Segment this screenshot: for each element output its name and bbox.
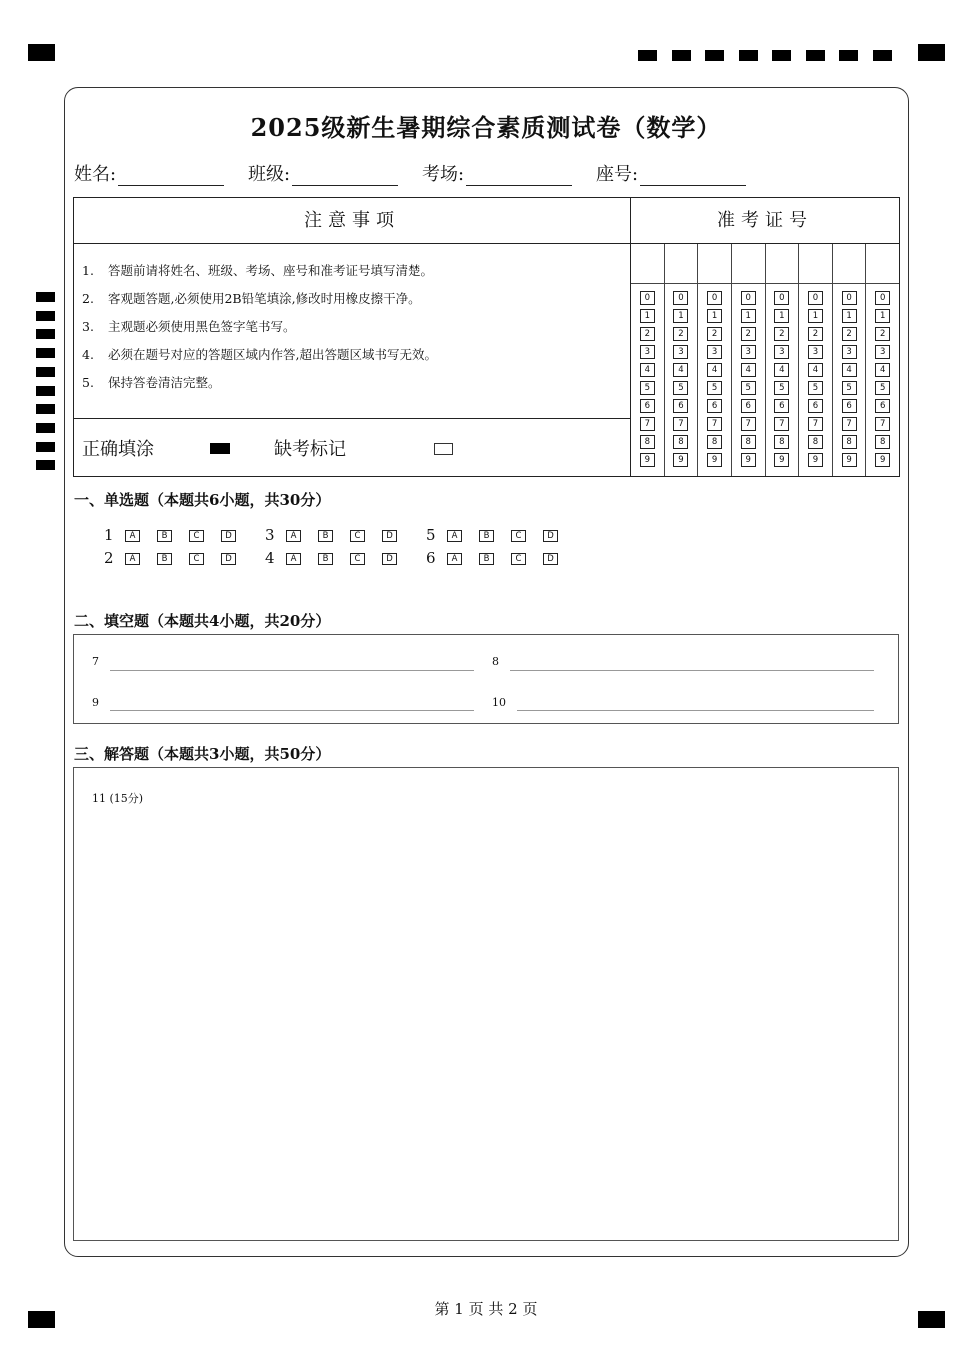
admission-digit-bubble[interactable]: 6 [875, 399, 890, 413]
admission-digit-write-cell[interactable] [799, 244, 832, 284]
corner-mark-top-left [28, 44, 55, 61]
admission-digit-bubble[interactable]: 5 [640, 381, 655, 395]
admission-column [665, 244, 699, 476]
timing-mark [36, 386, 55, 396]
correct-fill-sample [210, 443, 230, 454]
admission-digit-bubble[interactable]: 5 [842, 381, 857, 395]
notice-num: 3. [82, 319, 94, 334]
notice-item [82, 290, 630, 318]
timing-mark [36, 460, 55, 470]
admission-digit-bubble[interactable]: 8 [875, 435, 890, 449]
mc-option-bubble[interactable]: C [511, 530, 526, 542]
absent-mark-checkbox[interactable] [434, 443, 453, 455]
mc-option-bubble[interactable]: D [221, 530, 236, 542]
notice-text: 主观题必须使用黑色签字笔书写。 [108, 319, 296, 334]
name-field[interactable] [74, 160, 224, 186]
admission-digit-write-cell[interactable] [766, 244, 799, 284]
admission-column [631, 244, 665, 476]
admission-digit-bubble[interactable]: 3 [842, 345, 857, 359]
admission-digit-bubble[interactable]: 2 [875, 327, 890, 341]
admission-digit-bubble[interactable]: 5 [875, 381, 890, 395]
mc-option-bubble[interactable]: D [543, 530, 558, 542]
admission-digit-bubble[interactable]: 7 [842, 417, 857, 431]
mc-option-bubble[interactable]: D [543, 553, 558, 565]
admission-digit-write-cell[interactable] [631, 244, 664, 284]
admission-digit-bubble[interactable]: 2 [640, 327, 655, 341]
admission-digit-bubble[interactable]: 5 [741, 381, 756, 395]
room-line[interactable] [466, 164, 572, 186]
mc-option-bubble[interactable]: A [286, 553, 301, 565]
notice-num: 4. [82, 347, 94, 362]
admission-number-box [630, 197, 900, 477]
timing-mark [36, 329, 55, 339]
mc-option-bubble[interactable]: A [447, 553, 462, 565]
mc-option-bubble[interactable]: A [125, 530, 140, 542]
mc-option-bubble[interactable]: B [157, 553, 172, 565]
blank-line-7[interactable] [110, 670, 474, 671]
notice-list [74, 244, 630, 402]
admission-column [866, 244, 899, 476]
room-field[interactable] [422, 160, 572, 186]
section2-title: 二、填空题（本题共4小题，共20分） [74, 612, 331, 630]
timing-mark [36, 423, 55, 433]
notice-item [82, 318, 630, 346]
admission-digit-bubble[interactable]: 7 [707, 417, 722, 431]
timing-mark [36, 292, 55, 302]
admission-digit-write-cell[interactable] [866, 244, 899, 284]
name-line[interactable] [118, 164, 224, 186]
admission-digit-bubble[interactable]: 6 [808, 399, 823, 413]
notice-text: 必须在题号对应的答题区域内作答,超出答题区域书写无效。 [108, 347, 437, 362]
mc-question-number: 6 [426, 549, 436, 567]
admission-digit-bubble[interactable]: 8 [808, 435, 823, 449]
admission-digit-bubble[interactable]: 1 [808, 309, 823, 323]
admission-column [766, 244, 800, 476]
timing-mark [36, 404, 55, 414]
mc-option-bubble[interactable]: C [350, 553, 365, 565]
admission-digit-bubble[interactable]: 4 [673, 363, 688, 377]
notice-text: 保持答卷清洁完整。 [108, 375, 221, 390]
room-label: 考场: [422, 164, 465, 185]
timing-mark [36, 348, 55, 358]
admission-digit-write-cell[interactable] [698, 244, 731, 284]
seat-field[interactable] [596, 160, 746, 186]
admission-digit-bubble[interactable]: 3 [875, 345, 890, 359]
exam-title: 2025级新生暑期综合素质测试卷（数学） [250, 113, 722, 142]
blank-number-10: 10 [492, 696, 506, 709]
mc-option-bubble[interactable]: A [125, 553, 140, 565]
timing-mark [739, 50, 758, 61]
blank-number-7: 7 [92, 655, 99, 668]
mc-option-bubble[interactable]: D [382, 530, 397, 542]
mc-option-bubble[interactable]: D [221, 553, 236, 565]
timing-mark [638, 50, 657, 61]
admission-digit-bubble[interactable]: 9 [774, 453, 789, 467]
admission-column [698, 244, 732, 476]
admission-digit-bubble[interactable]: 7 [673, 417, 688, 431]
blank-line-9[interactable] [110, 710, 474, 711]
class-label: 班级: [248, 164, 291, 185]
admission-digit-bubble[interactable]: 8 [673, 435, 688, 449]
admission-digit-bubble[interactable]: 2 [774, 327, 789, 341]
admission-digit-bubble[interactable]: 9 [875, 453, 890, 467]
section1-title: 一、单选题（本题共6小题，共30分） [74, 491, 331, 509]
seat-line[interactable] [640, 164, 746, 186]
page-footer: 第 1 页 共 2 页 [434, 1300, 538, 1318]
notice-num: 1. [82, 263, 94, 278]
blank-line-10[interactable] [517, 710, 874, 711]
admission-digit-bubble[interactable]: 0 [808, 291, 823, 305]
admission-digit-write-cell[interactable] [732, 244, 765, 284]
admission-column [799, 244, 833, 476]
timing-mark [806, 50, 825, 61]
timing-mark [36, 367, 55, 377]
admission-digit-bubble[interactable]: 8 [707, 435, 722, 449]
admission-digit-bubble[interactable]: 4 [707, 363, 722, 377]
admission-digit-bubble[interactable]: 5 [673, 381, 688, 395]
q11-label: 11 (15分) [92, 792, 144, 805]
admission-digit-bubble[interactable]: 0 [640, 291, 655, 305]
notice-text: 客观题答题,必须使用2B铅笔填涂,修改时用橡皮擦干净。 [108, 291, 421, 306]
admission-digit-bubble[interactable]: 9 [842, 453, 857, 467]
admission-digit-bubble[interactable]: 7 [875, 417, 890, 431]
mc-option-bubble[interactable]: C [189, 553, 204, 565]
timing-mark [873, 50, 892, 61]
timing-mark [36, 442, 55, 452]
admission-digit-bubble[interactable]: 4 [808, 363, 823, 377]
admission-digit-bubble[interactable]: 0 [707, 291, 722, 305]
admission-digit-bubble[interactable]: 7 [774, 417, 789, 431]
correct-fill-label: 正确填涂 [82, 439, 154, 460]
admission-digit-bubble[interactable]: 2 [741, 327, 756, 341]
blank-number-8: 8 [492, 655, 499, 668]
admission-digit-bubble[interactable]: 7 [640, 417, 655, 431]
admission-digit-bubble[interactable]: 9 [673, 453, 688, 467]
admission-digit-bubble[interactable]: 3 [808, 345, 823, 359]
admission-digit-bubble[interactable]: 0 [875, 291, 890, 305]
admission-digit-bubble[interactable]: 6 [842, 399, 857, 413]
admission-digit-bubble[interactable]: 3 [673, 345, 688, 359]
notice-box [73, 197, 631, 477]
seat-label: 座号: [596, 164, 639, 185]
section3-title: 三、解答题（本题共3小题，共50分） [74, 745, 331, 763]
admission-digit-bubble[interactable]: 8 [774, 435, 789, 449]
admission-digit-bubble[interactable]: 2 [673, 327, 688, 341]
notice-heading: 注意事项 [74, 198, 630, 244]
admission-digit-bubble[interactable]: 1 [842, 309, 857, 323]
admission-digit-bubble[interactable]: 1 [774, 309, 789, 323]
admission-digit-bubble[interactable]: 9 [808, 453, 823, 467]
admission-digit-bubble[interactable]: 5 [808, 381, 823, 395]
admission-column [732, 244, 766, 476]
admission-digit-bubble[interactable]: 8 [741, 435, 756, 449]
mc-option-bubble[interactable]: B [479, 553, 494, 565]
admission-digit-bubble[interactable]: 4 [741, 363, 756, 377]
admission-column [833, 244, 867, 476]
admission-digit-bubble[interactable]: 2 [842, 327, 857, 341]
class-line[interactable] [292, 164, 398, 186]
admission-digit-bubble[interactable]: 1 [875, 309, 890, 323]
admission-columns [631, 244, 899, 476]
timing-mark [36, 311, 55, 321]
mc-option-bubble[interactable]: B [318, 530, 333, 542]
notice-num: 2. [82, 291, 94, 306]
mc-option-bubble[interactable]: A [286, 530, 301, 542]
admission-digit-bubble[interactable]: 9 [741, 453, 756, 467]
admission-digit-bubble[interactable]: 8 [640, 435, 655, 449]
admission-digit-bubble[interactable]: 3 [774, 345, 789, 359]
admission-digit-bubble[interactable]: 6 [741, 399, 756, 413]
timing-mark [772, 50, 791, 61]
admission-digit-bubble[interactable]: 1 [741, 309, 756, 323]
fill-example-row [74, 418, 630, 476]
mc-option-bubble[interactable]: B [479, 530, 494, 542]
mc-question-number: 3 [265, 526, 275, 544]
notice-text: 答题前请将姓名、班级、考场、座号和准考证号填写清楚。 [108, 263, 434, 278]
fill-blank-box [73, 634, 899, 724]
admission-digit-bubble[interactable]: 6 [707, 399, 722, 413]
admission-digit-bubble[interactable]: 3 [707, 345, 722, 359]
admission-digit-bubble[interactable]: 6 [640, 399, 655, 413]
admission-digit-bubble[interactable]: 1 [640, 309, 655, 323]
admission-digit-bubble[interactable]: 8 [842, 435, 857, 449]
mc-option-bubble[interactable]: B [157, 530, 172, 542]
mc-option-bubble[interactable]: C [189, 530, 204, 542]
mc-option-bubble[interactable]: D [382, 553, 397, 565]
notice-item [82, 346, 630, 374]
corner-mark-top-right [918, 44, 945, 61]
blank-line-8[interactable] [510, 670, 874, 671]
mc-question-number: 2 [104, 549, 114, 567]
admission-digit-bubble[interactable]: 0 [774, 291, 789, 305]
admission-digit-bubble[interactable]: 2 [808, 327, 823, 341]
answer-area-q11[interactable] [73, 767, 899, 1241]
admission-digit-bubble[interactable]: 6 [673, 399, 688, 413]
timing-mark [672, 50, 691, 61]
admission-digit-bubble[interactable]: 0 [741, 291, 756, 305]
admission-heading: 准考证号 [631, 198, 899, 244]
class-field[interactable] [248, 160, 398, 186]
mc-question-number: 1 [104, 526, 114, 544]
admission-digit-bubble[interactable]: 4 [875, 363, 890, 377]
mc-question-number: 4 [265, 549, 275, 567]
mc-option-bubble[interactable]: C [511, 553, 526, 565]
admission-digit-bubble[interactable]: 7 [808, 417, 823, 431]
admission-digit-bubble[interactable]: 3 [741, 345, 756, 359]
admission-digit-bubble[interactable]: 0 [842, 291, 857, 305]
admission-digit-bubble[interactable]: 5 [707, 381, 722, 395]
admission-digit-bubble[interactable]: 9 [640, 453, 655, 467]
admission-digit-bubble[interactable]: 1 [707, 309, 722, 323]
admission-digit-bubble[interactable]: 4 [774, 363, 789, 377]
mc-option-bubble[interactable]: A [447, 530, 462, 542]
admission-digit-bubble[interactable]: 5 [774, 381, 789, 395]
notice-item [82, 262, 630, 290]
timing-mark [705, 50, 724, 61]
notice-num: 5. [82, 375, 94, 390]
name-label: 姓名: [74, 164, 117, 185]
mc-question-number: 5 [426, 526, 436, 544]
timing-mark [839, 50, 858, 61]
mc-option-bubble[interactable]: B [318, 553, 333, 565]
admission-digit-bubble[interactable]: 7 [741, 417, 756, 431]
notice-item [82, 374, 630, 402]
admission-digit-write-cell[interactable] [665, 244, 698, 284]
admission-digit-write-cell[interactable] [833, 244, 866, 284]
admission-digit-bubble[interactable]: 2 [707, 327, 722, 341]
admission-digit-bubble[interactable]: 4 [640, 363, 655, 377]
admission-digit-bubble[interactable]: 1 [673, 309, 688, 323]
admission-digit-bubble[interactable]: 9 [707, 453, 722, 467]
absent-mark-label: 缺考标记 [274, 439, 346, 460]
admission-digit-bubble[interactable]: 6 [774, 399, 789, 413]
admission-digit-bubble[interactable]: 0 [673, 291, 688, 305]
admission-digit-bubble[interactable]: 3 [640, 345, 655, 359]
admission-digit-bubble[interactable]: 4 [842, 363, 857, 377]
mc-option-bubble[interactable]: C [350, 530, 365, 542]
blank-number-9: 9 [92, 696, 99, 709]
